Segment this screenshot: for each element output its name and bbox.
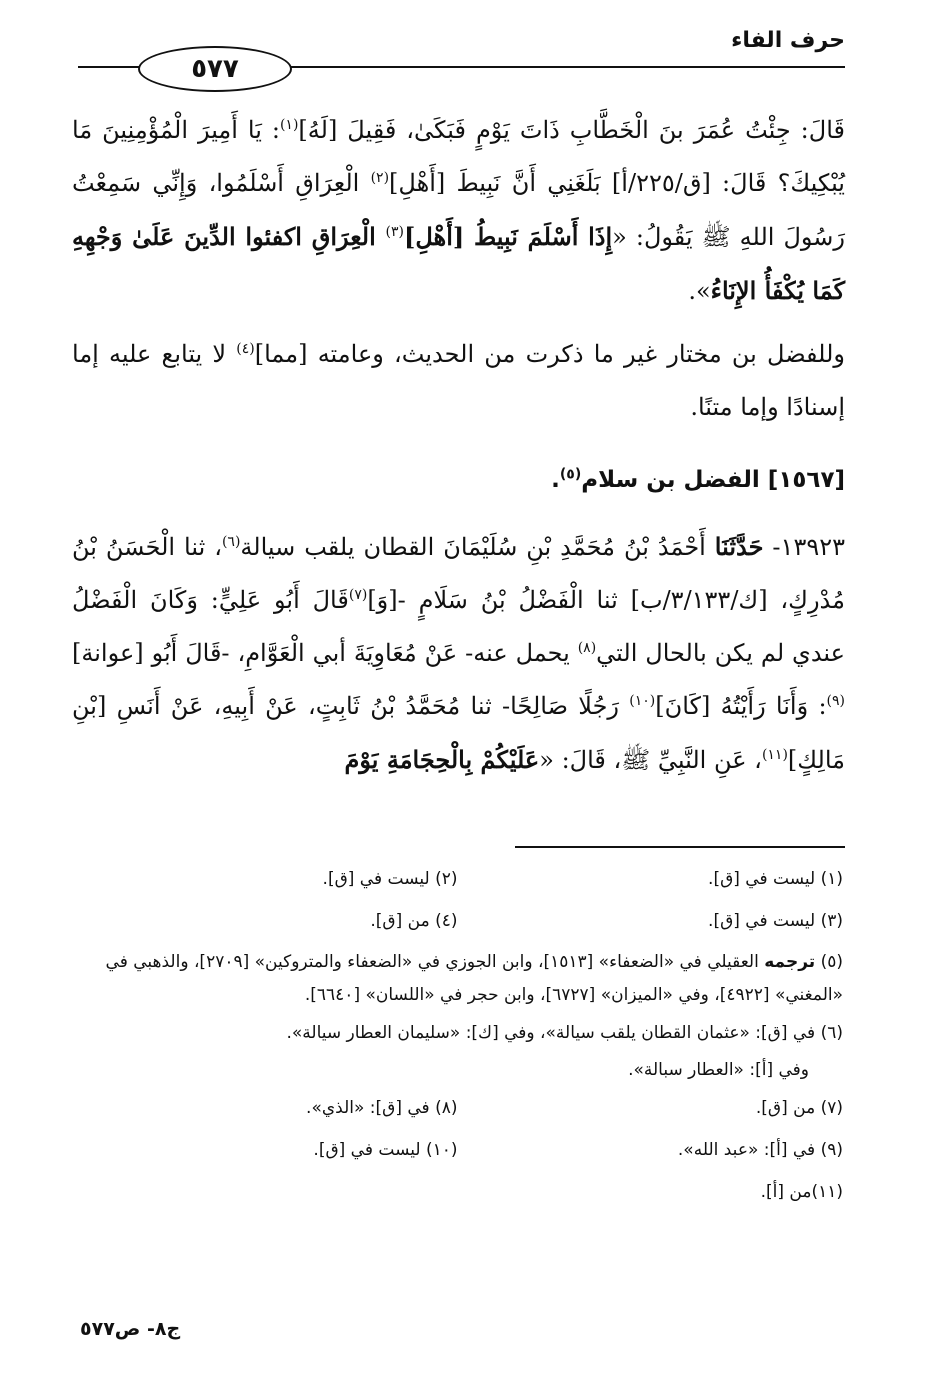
hadith-text-bold: عَلَيْكُمْ بِالْحِجَامَةِ يَوْمَ (344, 745, 540, 774)
text-segment: ، ثنا الْحَسَنُ بْنُ مُدْرِكٍ، [ك/٣/١٣٣/ب] ثنا الْفَضْلُ بْنُ سَلَامٍ -[وَ] (72, 533, 845, 614)
footnote-8: (٨) في [ق]: «الذي». (306, 1098, 458, 1118)
footnote-row (72, 858, 843, 900)
footnote-row (72, 1087, 843, 1129)
footnote-3: (٣) ليست في [ق]. (708, 911, 843, 931)
entry-heading (72, 460, 845, 500)
text-segment: قَالَ: جِئْتُ عُمَرَ بنَ الْخَطَّابِ ذَاتَ يَوْمٍ فَبَكَىٰ، فَقِيلَ [لَهُ] (298, 116, 845, 144)
haddathana: حَدَّثَنَا (714, 532, 764, 561)
footnote-4: (٤) من [ق]. (370, 911, 458, 931)
paragraph-narration (72, 104, 845, 318)
text-segment: : يَا أَمِيرَ الْمُؤْمِنِينَ مَا يُبْكِيكَ؟ قَالَ: [ق/٢٢٥/أ] بَلَغَنِي أَنَّ نَبِيطَ [أَهْلِ] (72, 116, 845, 197)
text-segment: ، عَنِ النَّبِيِّ ﷺ، قَالَ: « (539, 746, 762, 774)
footnote-row (72, 1129, 843, 1171)
entry-heading-end: . (551, 467, 560, 493)
footnote-5-bold: ترجمه (764, 952, 816, 972)
footnote-ref: (٣) (385, 224, 405, 240)
footnote-5-text: العقيلي في «الضعفاء» [١٥١٣]، وابن الجوزي في «الضعفاء والمتروكين» [٢٧٠٩]، والذهبي في «المغني» [٤٩٢٢]، وفي «الميزان» [٦٧٢٧]، وابن حجر في «اللسان» [٦٦٤٠]. (105, 952, 843, 1005)
paragraph-commentary (72, 328, 845, 434)
footnote-ref: (٨) (577, 640, 597, 656)
footnote-ref: (١١) (761, 747, 788, 763)
volume-page-footer: ج٨- ص٥٧٧ (80, 1318, 181, 1340)
hadith-text-bold: الْعِرَاقِ اكفئوا الدِّينَ عَلَىٰ وَجْهِهِ كَمَا يُكْفَأُ الإِنَاءُ (72, 222, 845, 305)
hadith-text-bold: إِذَا أَسْلَمَ نَبِيطُ [أَهْلِ] (404, 222, 613, 251)
text-segment: لا يتابع عليه إما إسنادًا وإما متنًا. (72, 340, 845, 421)
footnote-7: (٧) من [ق]. (755, 1098, 843, 1118)
page-number-badge: ٥٧٧ (138, 46, 292, 92)
footnote-10: (١٠) ليست في [ق]. (313, 1140, 458, 1160)
text-segment: أَحْمَدُ بْنُ مُحَمَّدِ بْنِ سُلَيْمَانَ القطان يلقب سيالة (240, 533, 715, 561)
footnote-ref: (٤) (236, 341, 255, 357)
hadith-number: ١٣٩٢٣- (763, 533, 845, 561)
footnote-ref: (٥) (559, 466, 582, 483)
footnote-5 (72, 946, 843, 1012)
main-text (72, 104, 845, 787)
footnote-ref: (١٠) (629, 693, 656, 709)
page-header (78, 24, 845, 94)
footnote-ref: (٢) (370, 170, 390, 186)
footnote-rule (515, 846, 845, 848)
entry-heading-text: [١٥٦٧] الفضل بن سلام (581, 467, 845, 493)
footnote-1: (١) ليست في [ق]. (708, 869, 843, 889)
footnote-5-number: (٥) (815, 952, 843, 972)
footnote-ref: (٩) (826, 693, 845, 709)
paragraph-hadith (72, 520, 845, 787)
text-segment: يحمل عنه- عَنْ مُعَاوِيَةَ أبي الْعَوَّامِ، -قَالَ أَبُو [عوانة] (72, 639, 578, 667)
text-segment: وللفضل بن مختار غير ما ذكرت من الحديث، وعامته [مما] (254, 340, 846, 368)
footnote-9: (٩) في [أ]: «عبد الله». (677, 1140, 843, 1160)
text-segment: الْعِرَاقِ أَسْلَمُوا، وَإِنِّي سَمِعْتُ رَسُولَ اللهِ ﷺ يَقُولُ: « (72, 169, 846, 251)
footnote-11: (١١)من [أ]. (760, 1182, 843, 1202)
footnote-6-continued: وفي [أ]: «العطار سبالة». (628, 1060, 809, 1080)
footnotes (72, 858, 843, 1213)
text-segment: ». (688, 277, 711, 305)
chapter-title: حرف الفاء (731, 28, 845, 53)
text-segment: قَالَ أَبُو عَلِيٍّ: وَكَانَ الْفَضْلُ عندي لم يكن بالحال التي (72, 586, 845, 667)
footnote-row (72, 900, 843, 942)
footnote-ref: (١) (279, 117, 299, 133)
footnote-6: (٦) في [ق]: «عثمان القطان يلقب سيالة»، وفي [ك]: «سليمان العطار سيالة». (286, 1023, 843, 1043)
text-segment: : وَأَنَا رَأَيْتُهُ [كَانَ] (655, 692, 827, 720)
text-segment: رَجُلًا صَالِحًا- ثنا مُحَمَّدُ بْنُ ثَابِتٍ، عَنْ أَبِيهِ، عَنْ أَنَسِ [بْنِ مَالِكٍ] (72, 692, 845, 774)
footnote-ref: (٦) (221, 534, 241, 550)
footnote-2: (٢) ليست في [ق]. (322, 869, 458, 889)
footnote-ref: (٧) (348, 587, 368, 603)
